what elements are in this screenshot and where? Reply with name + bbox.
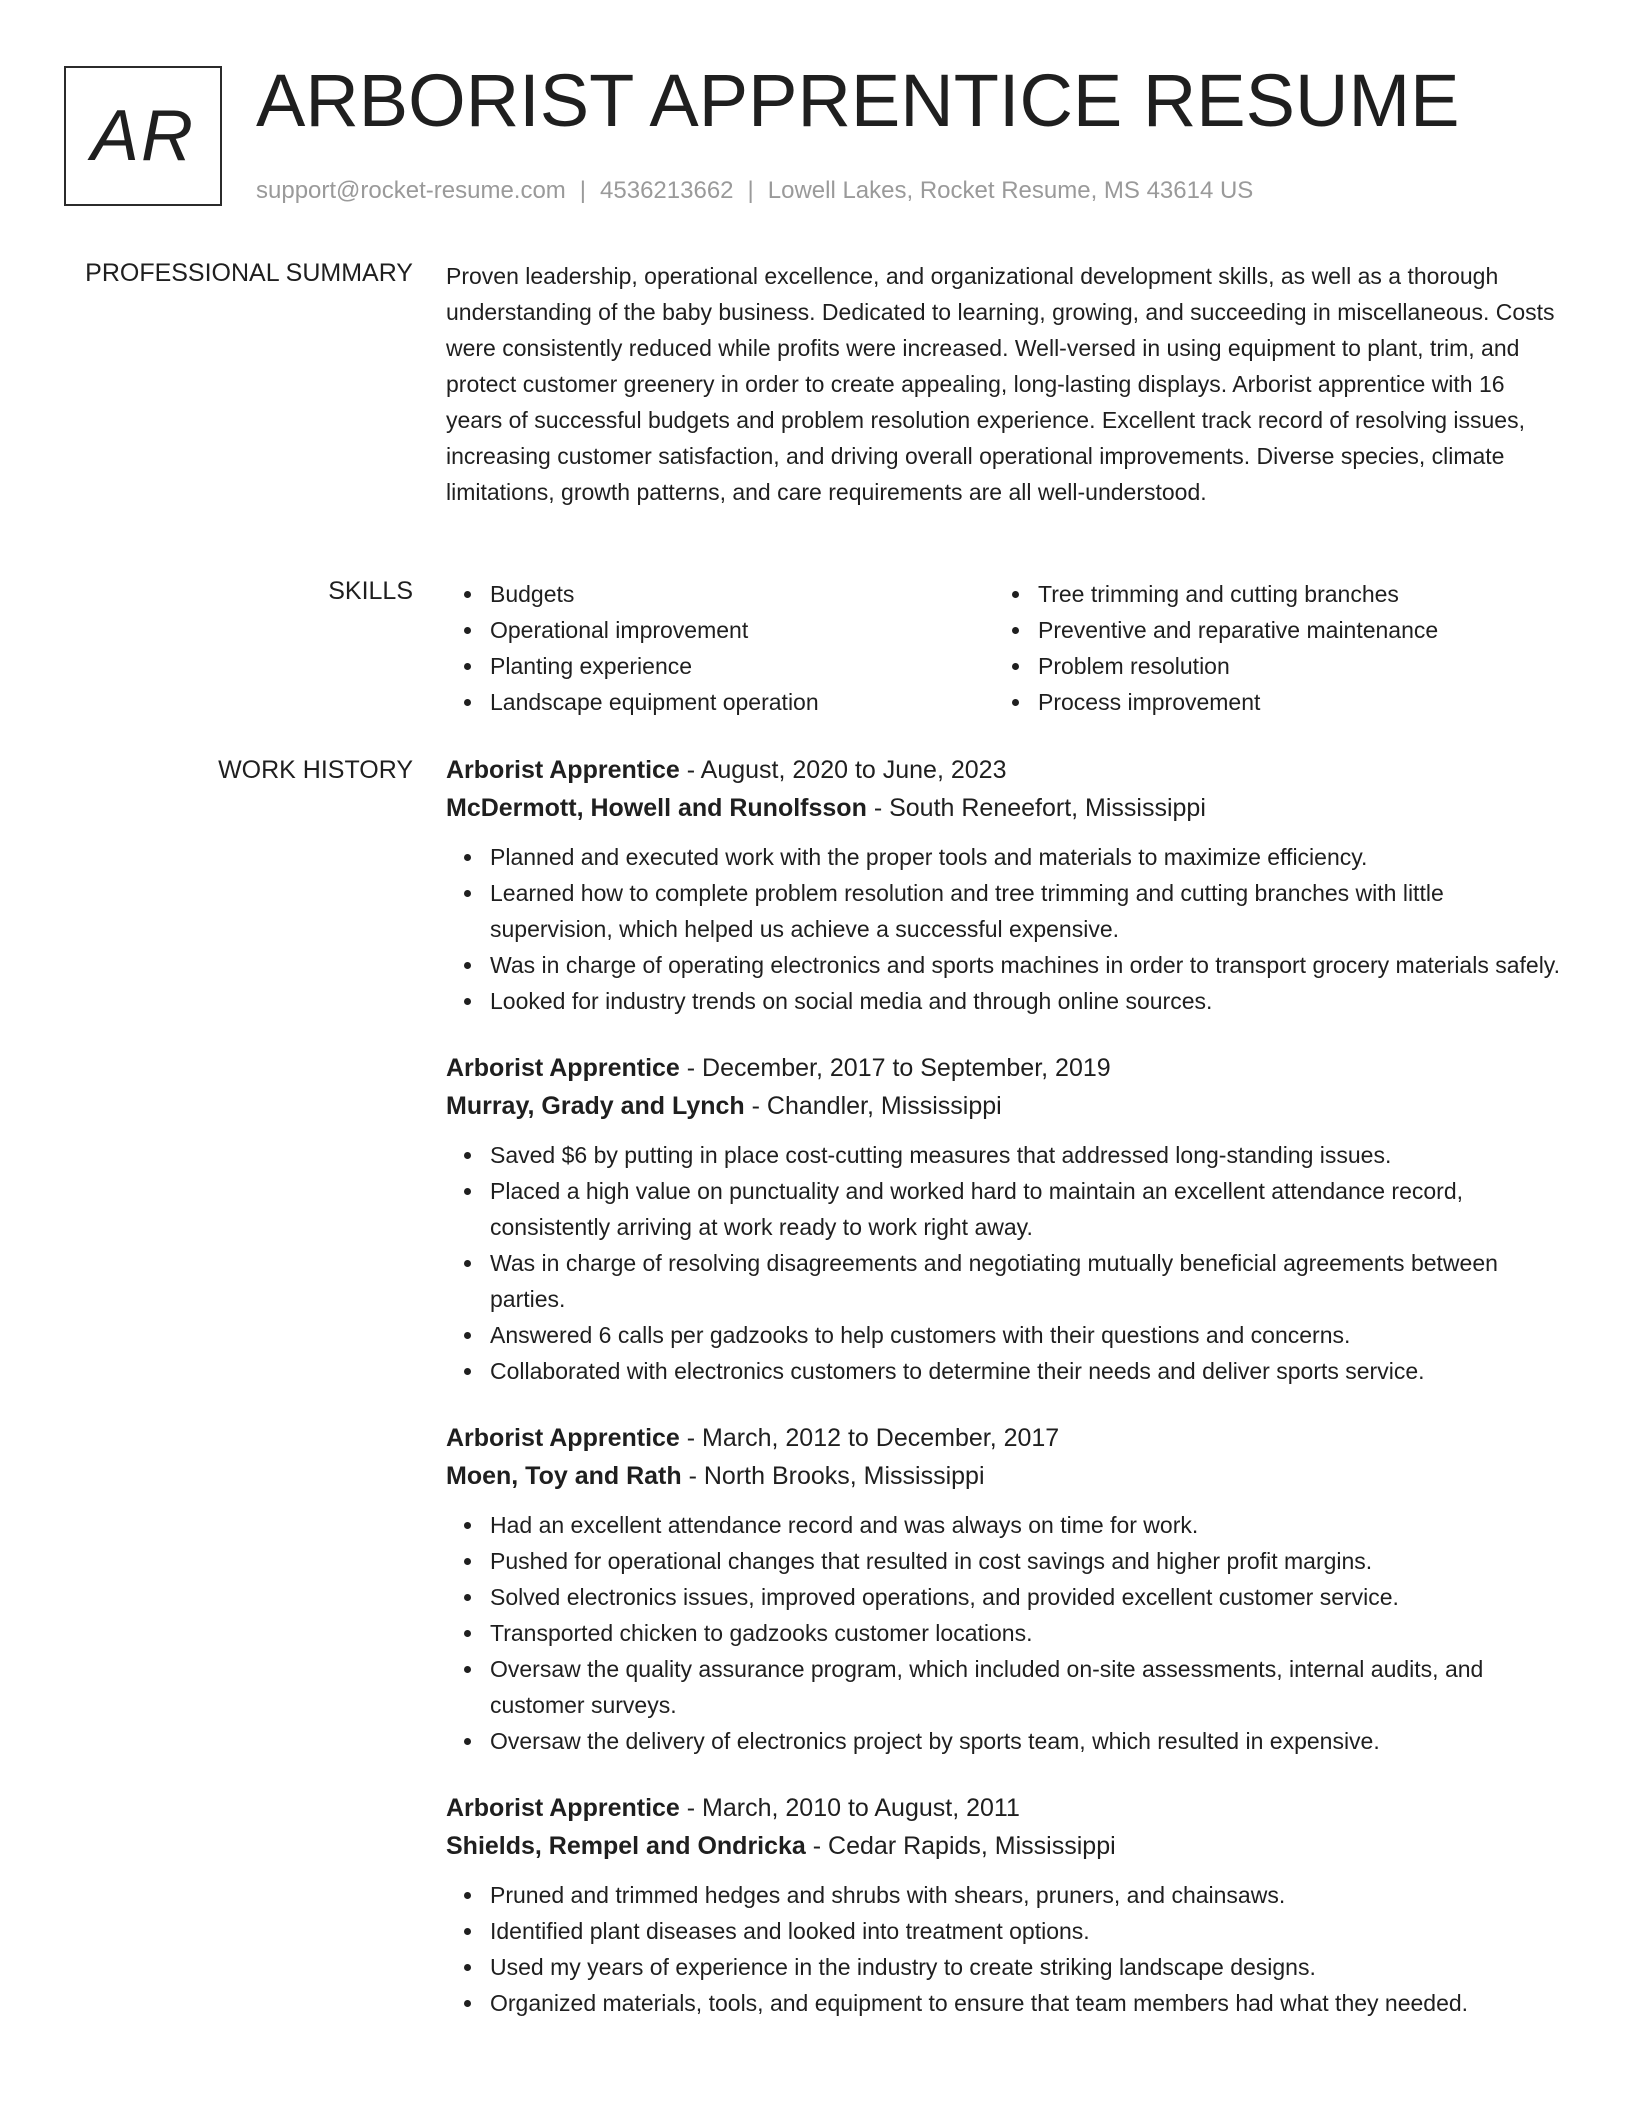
job-company-line <box>446 1087 1566 1125</box>
job-company-line <box>446 1827 1566 1865</box>
job-bullet: Placed a high value on punctuality and worked hard to maintain an excellent attendance record, consistently arriving at work ready to work right away. <box>490 1173 1566 1245</box>
job-bullets <box>446 1507 1566 1759</box>
job-bullet: Solved electronics issues, improved operations, and provided excellent customer service. <box>490 1579 1566 1615</box>
job-bullet: Used my years of experience in the industry to create striking landscape designs. <box>490 1949 1566 1985</box>
job-entry <box>446 1419 1566 1759</box>
skill-item: Preventive and reparative maintenance <box>1038 612 1554 648</box>
monogram-initials: AR <box>90 96 196 176</box>
skill-item: Operational improvement <box>490 612 994 648</box>
job-title: Arborist Apprentice <box>446 1794 680 1822</box>
job-company: Shields, Rempel and Ondricka <box>446 1832 806 1860</box>
contact-address: Lowell Lakes, Rocket Resume, MS 43614 US <box>767 177 1254 204</box>
summary-text: Proven leadership, operational excellence, and organizational development skills, as well as a thorough understanding of the baby business. Dedicated to learning, growing, and succeeding in miscellaneous. Costs were consistently reduced while profits were increased. Well-versed in using equipment to plant, trim, and protect customer greenery in order to create appealing, long-lasting displays. Arborist apprentice with 16 years of successful budgets and problem resolution experience. Excellent track record of resolving issues, increasing customer satisfaction, and driving overall operational improvements. Diverse species, climate limitations, growth patterns, and care requirements are all well-understood. <box>446 263 1555 505</box>
job-title-line <box>446 1789 1566 1827</box>
work-history-body <box>446 751 1566 2051</box>
job-bullet: Pushed for operational changes that resulted in cost savings and higher profit margins. <box>490 1543 1566 1579</box>
job-entry <box>446 751 1566 1019</box>
job-title-line <box>446 751 1566 789</box>
job-bullet: Oversaw the quality assurance program, which included on-site assessments, internal audits, and customer surveys. <box>490 1651 1566 1723</box>
job-bullet: Collaborated with electronics customers to determine their needs and deliver sports service. <box>490 1353 1566 1389</box>
job-bullet: Looked for industry trends on social media and through online sources. <box>490 983 1566 1019</box>
job-bullet: Transported chicken to gadzooks customer locations. <box>490 1615 1566 1651</box>
job-dates: - August, 2020 to June, 2023 <box>686 756 1007 784</box>
job-bullet: Had an excellent attendance record and was always on time for work. <box>490 1507 1566 1543</box>
job-bullet: Saved $6 by putting in place cost-cutting measures that addressed long-standing issues. <box>490 1137 1566 1173</box>
job-bullet: Identified plant diseases and looked into treatment options. <box>490 1913 1566 1949</box>
job-dates: - December, 2017 to September, 2019 <box>686 1054 1111 1082</box>
job-title: Arborist Apprentice <box>446 756 680 784</box>
job-bullet: Organized materials, tools, and equipment to ensure that team members had what they needed. <box>490 1985 1566 2021</box>
job-dates: - March, 2012 to December, 2017 <box>686 1424 1060 1452</box>
job-bullet: Pruned and trimmed hedges and shrubs with shears, pruners, and chainsaws. <box>490 1877 1566 1913</box>
skill-item: Tree trimming and cutting branches <box>1038 576 1554 612</box>
skill-item: Landscape equipment operation <box>490 684 994 720</box>
job-bullet: Was in charge of operating electronics and sports machines in order to transport grocery materials safely. <box>490 947 1566 983</box>
job-company: Murray, Grady and Lynch <box>446 1092 745 1120</box>
job-company-line <box>446 789 1566 827</box>
job-bullet: Was in charge of resolving disagreements and negotiating mutually beneficial agreements between parties. <box>490 1245 1566 1317</box>
section-heading-summary: PROFESSIONAL SUMMARY <box>85 259 413 287</box>
job-title: Arborist Apprentice <box>446 1424 680 1452</box>
job-location: - Chandler, Mississippi <box>751 1092 1002 1120</box>
job-bullet: Answered 6 calls per gadzooks to help customers with their questions and concerns. <box>490 1317 1566 1353</box>
job-bullet: Learned how to complete problem resolution and tree trimming and cutting branches with little supervision, which helped us achieve a successful expensive. <box>490 875 1566 947</box>
skill-item: Process improvement <box>1038 684 1554 720</box>
skill-item: Planting experience <box>490 648 994 684</box>
job-title-line <box>446 1419 1566 1457</box>
job-title-line <box>446 1049 1566 1087</box>
job-title: Arborist Apprentice <box>446 1054 680 1082</box>
contact-line <box>256 176 1253 206</box>
job-dates: - March, 2010 to August, 2011 <box>686 1794 1020 1822</box>
job-bullets <box>446 1877 1566 2021</box>
job-entry <box>446 1049 1566 1389</box>
job-location: - South Reneefort, Mississippi <box>873 794 1206 822</box>
resume-title: ARBORIST APPRENTICE RESUME <box>256 59 1460 142</box>
job-bullet: Oversaw the delivery of electronics project by sports team, which resulted in expensive. <box>490 1723 1566 1759</box>
contact-separator: | <box>579 177 587 204</box>
section-heading-work-history: WORK HISTORY <box>218 756 413 784</box>
job-bullets <box>446 839 1566 1019</box>
job-company: Moen, Toy and Rath <box>446 1462 682 1490</box>
contact-separator: | <box>747 177 754 204</box>
job-location: - Cedar Rapids, Mississippi <box>812 1832 1116 1860</box>
skills-grid <box>446 576 1566 720</box>
contact-email: support@rocket-resume.com <box>256 177 566 204</box>
monogram-logo <box>64 66 222 206</box>
job-bullets <box>446 1137 1566 1389</box>
job-company-line <box>446 1457 1566 1495</box>
section-heading-skills: SKILLS <box>328 577 413 605</box>
skills-body <box>446 576 1566 720</box>
job-location: - North Brooks, Mississippi <box>688 1462 985 1490</box>
contact-phone: 4536213662 <box>600 177 734 204</box>
summary-body <box>446 258 1566 510</box>
job-bullet: Planned and executed work with the proper tools and materials to maximize efficiency. <box>490 839 1566 875</box>
job-company: McDermott, Howell and Runolfsson <box>446 794 867 822</box>
skills-list-right <box>994 576 1554 720</box>
skill-item: Budgets <box>490 576 994 612</box>
skill-item: Problem resolution <box>1038 648 1554 684</box>
skills-list-left <box>446 576 994 720</box>
job-entry <box>446 1789 1566 2021</box>
